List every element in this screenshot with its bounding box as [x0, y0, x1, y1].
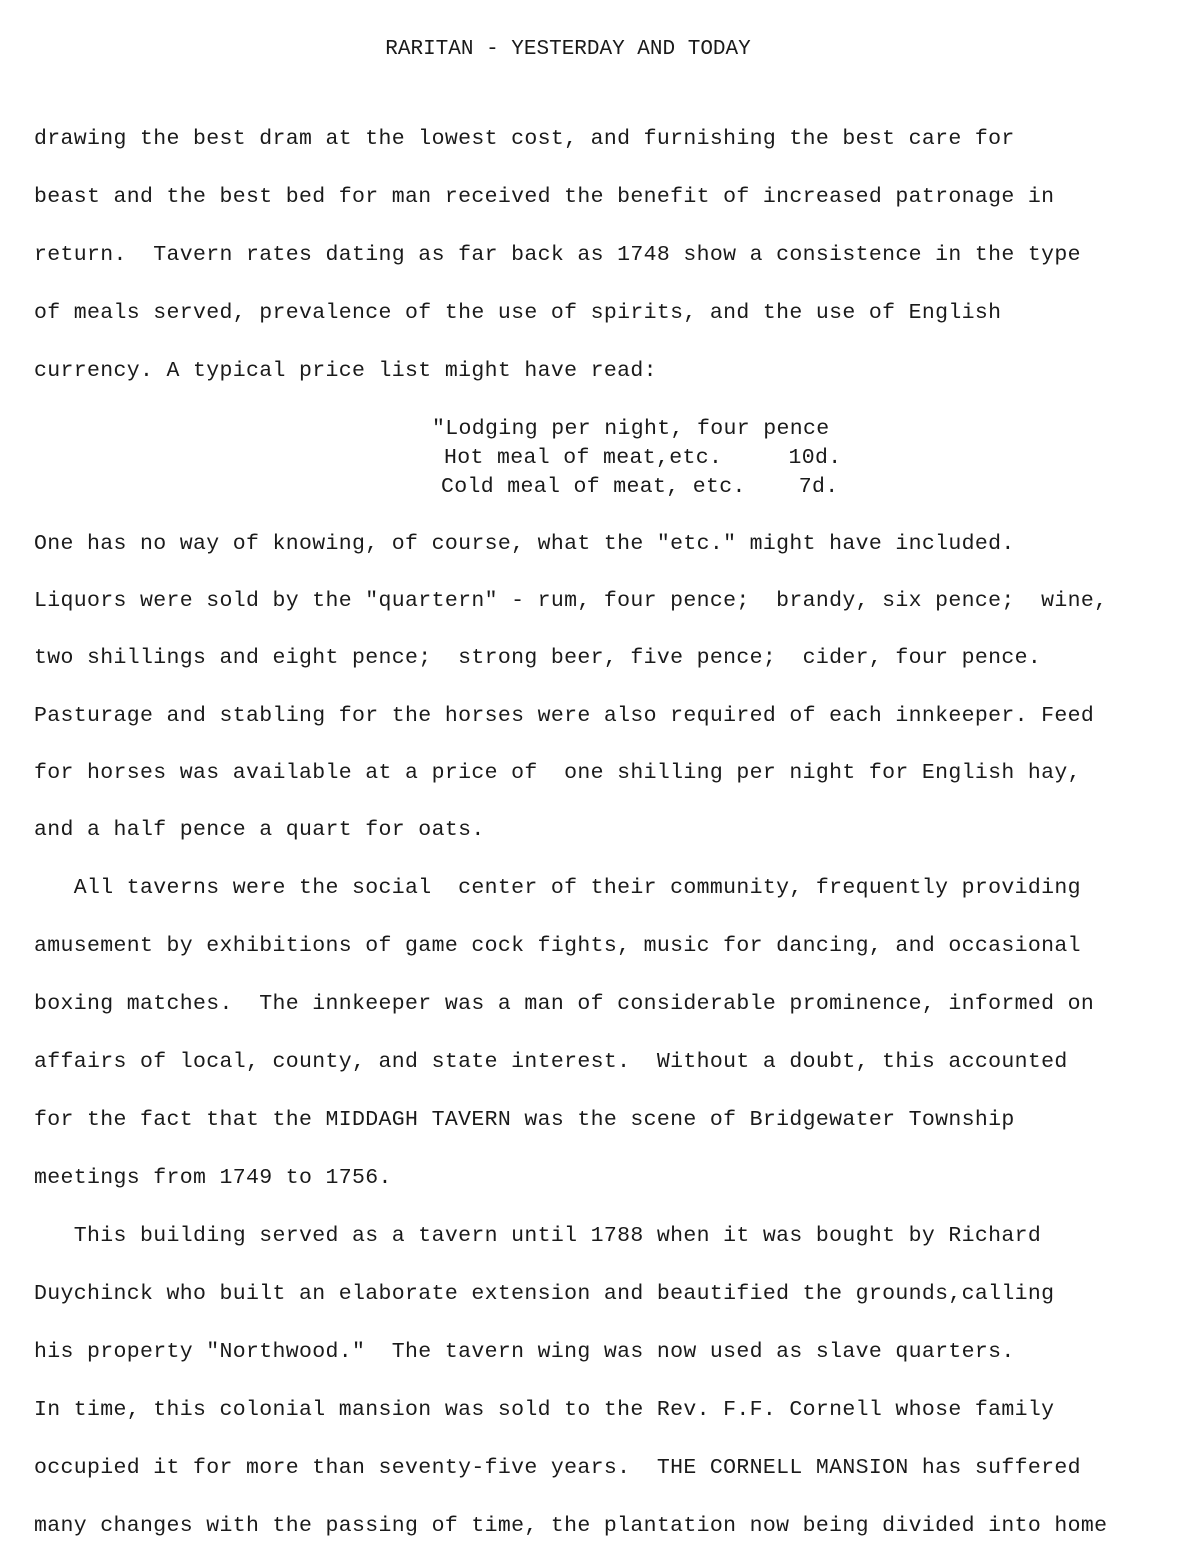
text-line: for the fact that the MIDDAGH TAVERN was the scene of Bridgewater Township — [34, 1108, 1015, 1132]
text-line: All taverns were the social center of their community, frequently providing — [34, 876, 1081, 900]
text-line: amusement by exhibitions of game cock fights, music for dancing, and occasional — [34, 934, 1081, 958]
text-line: of meals served, prevalence of the use of spirits, and the use of English — [34, 301, 1002, 325]
text-line: Duychinck who built an elaborate extension and beautified the grounds,calling — [34, 1282, 1055, 1306]
price-list-item: "Lodging per night, four pence — [432, 417, 830, 441]
text-line: Pasturage and stabling for the horses were also required of each innkeeper. Feed — [34, 704, 1095, 728]
price-list-item: Cold meal of meat, etc. 7d. — [441, 475, 839, 499]
text-line: his property "Northwood." The tavern wing was now used as slave quarters. — [34, 1340, 1015, 1364]
text-line: beast and the best bed for man received the benefit of increased patronage in — [34, 185, 1055, 209]
text-line: currency. A typical price list might have read: — [34, 359, 657, 383]
text-line: meetings from 1749 to 1756. — [34, 1166, 392, 1190]
text-line: for horses was available at a price of one shilling per night for English hay, — [34, 761, 1081, 785]
text-line: One has no way of knowing, of course, what the "etc." might have included. — [34, 532, 1015, 556]
text-line: Liquors were sold by the "quartern" - rum, four pence; brandy, six pence; wine, — [34, 589, 1108, 613]
text-line: This building served as a tavern until 1788 when it was bought by Richard — [34, 1224, 1042, 1248]
page-header: RARITAN - YESTERDAY AND TODAY — [385, 38, 751, 61]
text-line: boxing matches. The innkeeper was a man of considerable prominence, informed on — [34, 992, 1095, 1016]
price-list-item: Hot meal of meat,etc. 10d. — [444, 446, 842, 470]
text-line: return. Tavern rates dating as far back as 1748 show a consistence in the type — [34, 243, 1081, 267]
text-line: many changes with the passing of time, the plantation now being divided into home — [34, 1514, 1108, 1538]
text-line: drawing the best dram at the lowest cost, and furnishing the best care for — [34, 127, 1015, 151]
text-line: In time, this colonial mansion was sold to the Rev. F.F. Cornell whose family — [34, 1398, 1055, 1422]
text-line: affairs of local, county, and state interest. Without a doubt, this accounted — [34, 1050, 1068, 1074]
text-line: two shillings and eight pence; strong beer, five pence; cider, four pence. — [34, 646, 1042, 670]
text-line: and a half pence a quart for oats. — [34, 818, 485, 842]
text-line: occupied it for more than seventy-five years. THE CORNELL MANSION has suffered — [34, 1456, 1081, 1480]
